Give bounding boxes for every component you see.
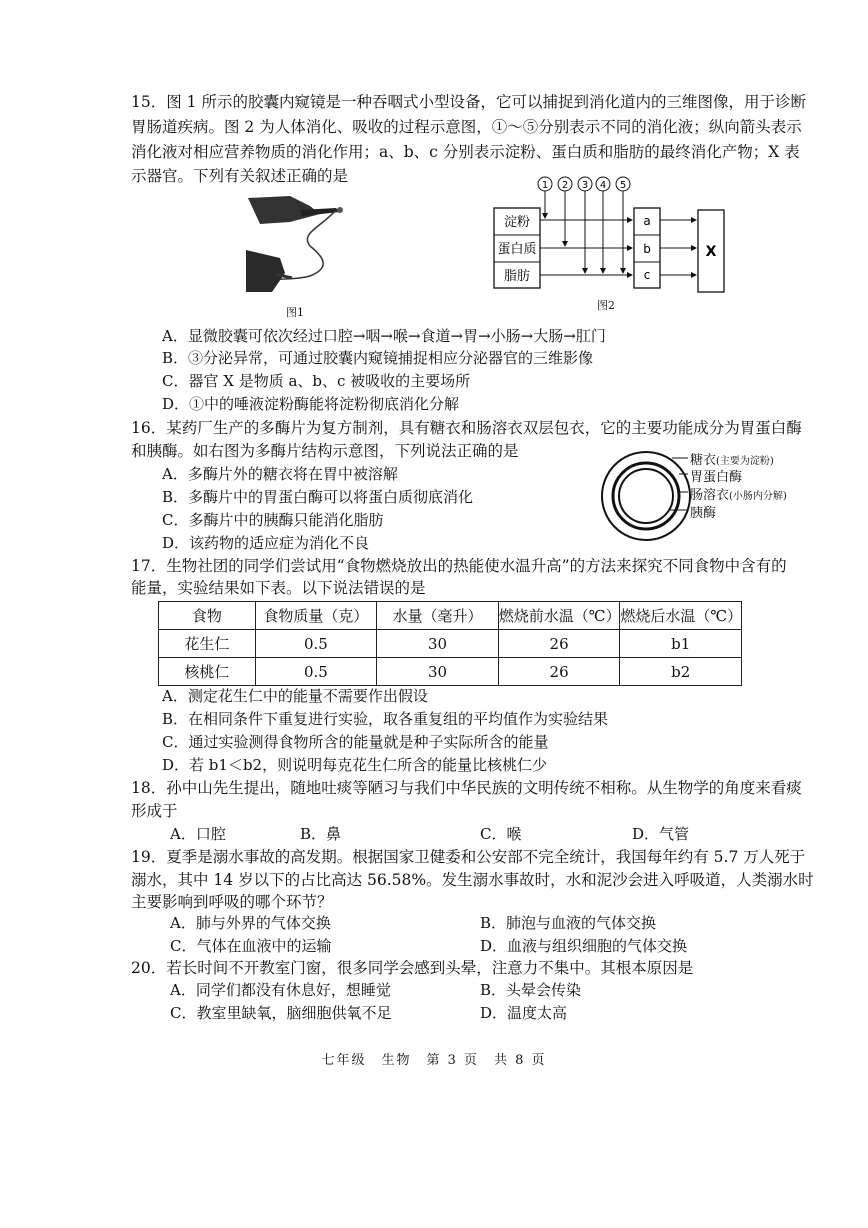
q15-stem-line-2: 胃肠道疾病。图 2 为人体消化、吸收的过程示意图，①～⑤分别表示不同的消化液；纵向箭头表示 xyxy=(131,118,802,136)
q18-stem-line-1: 18．孙中山先生提出，随地吐痰等陋习与我们中华民族的文明传统不相称。从生物学的角度来看痰 xyxy=(131,779,802,797)
q18-option-b[interactable]: B．鼻 xyxy=(300,825,342,843)
q17-stem-line-1: 17．生物社团的同学们尝试用“食物燃烧放出的热能使水温升高”的方法来探究不同食物中含有的 xyxy=(131,557,787,575)
table-cell: 0.5 xyxy=(255,658,377,686)
q19-option-a[interactable]: A．肺与外界的气体交换 xyxy=(170,914,331,932)
table-cell: b2 xyxy=(620,658,742,686)
table-cell: 26 xyxy=(498,630,620,658)
q15-option-a[interactable]: A．显微胶囊可依次经过口腔→咽→喉→食道→胃→小肠→大肠→肛门 xyxy=(162,327,606,345)
figure-1-caption: 图1 xyxy=(286,306,304,319)
q20-option-a[interactable]: A．同学们都没有休息好，想睡觉 xyxy=(170,981,391,999)
nutrient-fat: 脂肪 xyxy=(503,269,531,284)
tablet-layer-enteric-coat: 肠溶衣(小肠内分解) xyxy=(690,488,787,503)
q16-stem-line-1: 16．某药厂生产的多酶片为复方制剂，具有糖衣和肠溶衣双层包衣，它的主要功能成分为胃蛋白酶 xyxy=(131,419,802,437)
table-header: 食物质量（克） xyxy=(255,602,377,630)
table-cell: 花生仁 xyxy=(159,630,256,658)
svg-text:b: b xyxy=(643,242,651,256)
digestive-juice-markers xyxy=(538,177,630,191)
page-footer: 七年级 生物 第 3 页 共 8 页 xyxy=(321,1053,547,1068)
table-row xyxy=(159,658,742,686)
q16-option-b[interactable]: B．多酶片中的胃蛋白酶可以将蛋白质彻底消化 xyxy=(162,488,474,506)
organ-x-label: X xyxy=(705,244,717,260)
q15-stem-line-3: 消化液对相应营养物质的消化作用；a、b、c 分别表示淀粉、蛋白质和脂肪的最终消化产物；X 表 xyxy=(131,143,800,161)
q15-option-b[interactable]: B．③分泌异常，可通过胶囊内窥镜捕捉相应分泌器官的三维影像 xyxy=(162,349,594,367)
experiment-table xyxy=(158,601,742,686)
digestion-diagram xyxy=(490,174,730,296)
svg-text:c: c xyxy=(643,268,651,282)
table-cell: 26 xyxy=(498,658,620,686)
figure-2-caption: 图2 xyxy=(597,299,615,312)
table-header-row xyxy=(159,602,742,630)
q15-option-d[interactable]: D．①中的唾液淀粉酶能将淀粉彻底消化分解 xyxy=(162,395,460,413)
q18-option-c[interactable]: C．喉 xyxy=(480,825,522,843)
table-cell: 30 xyxy=(377,658,499,686)
table-cell: 30 xyxy=(377,630,499,658)
q17-option-b[interactable]: B．在相同条件下重复进行实验，取各重复组的平均值作为实验结果 xyxy=(162,710,609,728)
q20-option-c[interactable]: C．教室里缺氧，脑细胞供氧不足 xyxy=(170,1004,392,1022)
q20-option-d[interactable]: D．温度太高 xyxy=(480,1004,568,1022)
q15-stem-line-4: 示器官。下列有关叙述正确的是 xyxy=(131,167,349,185)
q19-option-b[interactable]: B．肺泡与血液的气体交换 xyxy=(480,914,657,932)
table-cell: 核桃仁 xyxy=(159,658,256,686)
nutrient-starch: 淀粉 xyxy=(503,215,531,230)
nutrient-protein: 蛋白质 xyxy=(497,242,537,257)
q19-stem-line-3: 主要影响到呼吸的哪个环节？ xyxy=(131,893,333,911)
q20-option-b[interactable]: B．头晕会传染 xyxy=(480,981,582,999)
svg-text:a: a xyxy=(643,214,651,228)
q16-stem-line-2: 和胰酶。如右图为多酶片结构示意图，下列说法正确的是 xyxy=(131,442,519,460)
q18-option-d[interactable]: D．气管 xyxy=(632,825,690,843)
q17-stem-line-2: 能量，实验结果如下表。以下说法错误的是 xyxy=(131,579,426,597)
table-row xyxy=(159,630,742,658)
q17-option-d[interactable]: D．若 b1＜b2，则说明每克花生仁所含的能量比核桃仁少 xyxy=(162,756,548,774)
q20-stem-line-1: 20．若长时间不开教室门窗，很多同学会感到头晕，注意力不集中。其根本原因是 xyxy=(131,959,694,977)
q17-option-a[interactable]: A．测定花生仁中的能量不需要作出假设 xyxy=(162,687,428,705)
svg-text:3: 3 xyxy=(581,180,589,191)
table-cell: 0.5 xyxy=(255,630,377,658)
svg-text:2: 2 xyxy=(561,180,569,191)
table-header: 燃烧前水温（℃） xyxy=(498,602,620,630)
q16-option-d[interactable]: D．该药物的适应症为消化不良 xyxy=(162,534,370,552)
q15-stem-line-1: 15．图 1 所示的胶囊内窥镜是一种吞咽式小型设备，它可以捕捉到消化道内的三维图像，用于诊断 xyxy=(131,93,806,111)
q16-option-a[interactable]: A．多酶片外的糖衣将在胃中被溶解 xyxy=(162,465,398,483)
q15-option-c[interactable]: C．器官 X 是物质 a、b、c 被吸收的主要场所 xyxy=(162,372,471,390)
tablet-layer-sugar-coat: 糖衣(主要为淀粉) xyxy=(690,453,774,468)
q18-option-a[interactable]: A．口腔 xyxy=(170,825,226,843)
tablet-layer-pepsin: 胃蛋白酶 xyxy=(690,470,743,485)
table-cell: b1 xyxy=(620,630,742,658)
table-header: 水量（毫升） xyxy=(377,602,499,630)
q18-stem-line-2: 形成于 xyxy=(131,802,178,820)
q19-stem-line-1: 19．夏季是溺水事故的高发期。根据国家卫健委和公安部不完全统计，我国每年约有 5.7 万人死于 xyxy=(131,848,806,866)
tablet-layer-pancreatin: 胰酶 xyxy=(690,506,717,521)
svg-text:1: 1 xyxy=(541,180,549,191)
q19-stem-line-2: 溺水，其中 14 岁以下的占比高达 56.58%。发生溺水事故时，水和泥沙会进入呼吸道，人类溺水时 xyxy=(131,871,814,889)
table-header: 燃烧后水温（℃） xyxy=(620,602,742,630)
q19-option-d[interactable]: D．血液与组织细胞的气体交换 xyxy=(480,937,688,955)
svg-text:4: 4 xyxy=(599,180,607,191)
q16-option-c[interactable]: C．多酶片中的胰酶只能消化脂肪 xyxy=(162,511,384,529)
table-header: 食物 xyxy=(159,602,256,630)
svg-text:5: 5 xyxy=(619,180,627,191)
capsule-endoscope-figure xyxy=(240,188,350,300)
q17-option-c[interactable]: C．通过实验测得食物所含的能量就是种子实际所含的能量 xyxy=(162,733,549,751)
q19-option-c[interactable]: C．气体在血液中的运输 xyxy=(170,937,332,955)
